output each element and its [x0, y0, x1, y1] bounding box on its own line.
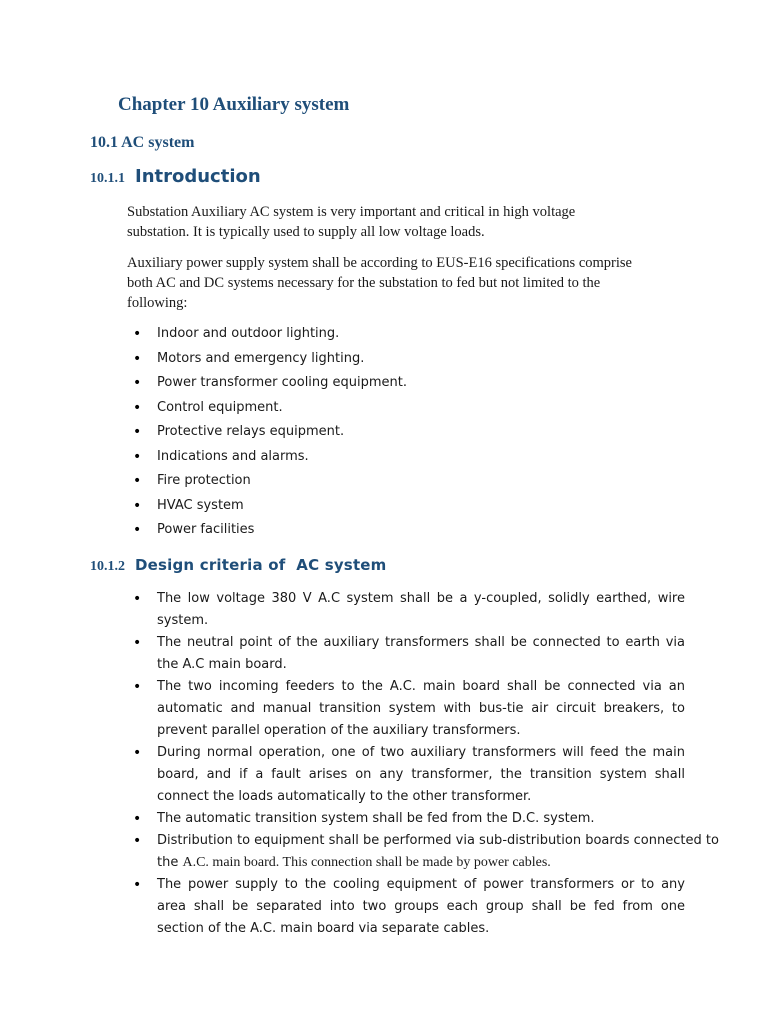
list-item: • Power transformer cooling equipment. [133, 373, 407, 398]
section-number: 10.1 [90, 134, 118, 151]
loads-bullet-list [133, 324, 407, 545]
list-item: • During normal operation, one of two auxiliary transformers will feed the main board, and if a fault arises on any transformer, the transition system shall connect the loads automatically to the other transformer. [133, 742, 723, 808]
subsection-heading-introduction [90, 166, 261, 188]
list-item: • Indications and alarms. [133, 447, 407, 472]
list-item: • The two incoming feeders to the A.C. main board shall be connected via an automatic and manual transition system with bus-tie air circuit breakers, to prevent parallel operation of the auxiliary transformers. [133, 676, 723, 742]
subsection-title: Introduction [135, 166, 261, 187]
intro-paragraph-1: Substation Auxiliary AC system is very important and critical in high voltage substation. It is typically used to supply all low voltage loads. [127, 204, 576, 240]
subsection-number: 10.1.2 [90, 559, 125, 574]
list-item [133, 830, 723, 874]
chapter-title: Chapter 10 Auxiliary system [118, 94, 350, 115]
intro-paragraph-2: Auxiliary power supply system shall be according to EUS-E16 specifications comprise both AC and DC systems necessary for the substation to fed but not limited to the following: [127, 255, 632, 311]
subsection-heading-design-criteria [90, 554, 387, 576]
list-item: • HVAC system [133, 496, 407, 521]
design-criteria-bullet-list [133, 588, 723, 940]
list-item: • Motors and emergency lighting. [133, 349, 407, 374]
list-item: • The low voltage 380 V A.C system shall be a y-coupled, solidly earthed, wire system. [133, 588, 723, 632]
list-item: • Indoor and outdoor lighting. [133, 324, 407, 349]
distribution-text-part-2: A.C. main board. This connection shall be made by power cables. [182, 855, 551, 870]
list-item: • Power facilities [133, 520, 407, 545]
section-title: AC system [121, 134, 195, 151]
list-item: • Fire protection [133, 471, 407, 496]
list-item: • The automatic transition system shall be fed from the D.C. system. [133, 808, 723, 830]
section-heading [90, 134, 194, 152]
list-item: • The power supply to the cooling equipment of power transformers or to any area shall be separated into two groups each group shall be fed from one section of the A.C. main board via separate cables. [133, 874, 723, 940]
distribution-text-part-1: Distribution to equipment shall be performed via sub-distribution boards connected to the [157, 833, 719, 870]
subsection-title: Design criteria of AC system [135, 556, 387, 574]
list-item: • Protective relays equipment. [133, 422, 407, 447]
subsection-number: 10.1.1 [90, 171, 125, 186]
list-item: • Control equipment. [133, 398, 407, 423]
list-item: • The neutral point of the auxiliary transformers shall be connected to earth via the A.C main board. [133, 632, 723, 676]
